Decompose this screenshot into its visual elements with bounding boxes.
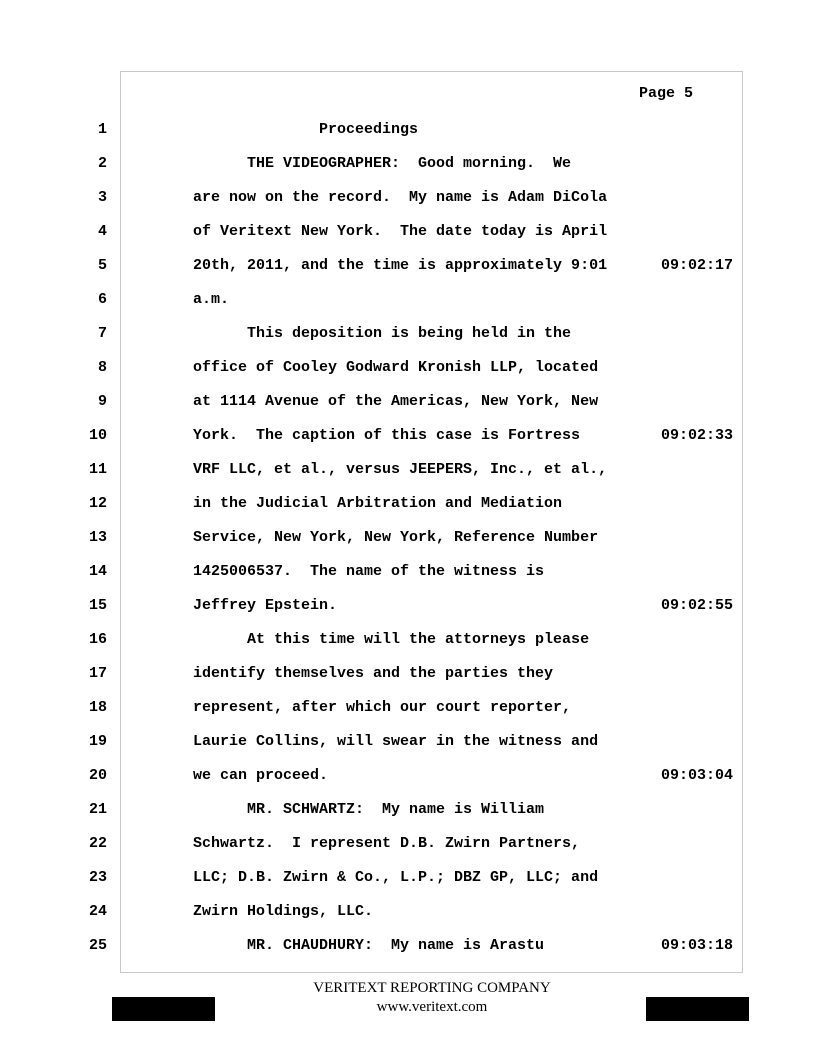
transcript-line <box>0 562 816 582</box>
line-text: THE VIDEOGRAPHER: Good morning. We <box>193 155 572 172</box>
line-text: in the Judicial Arbitration and Mediation <box>193 495 563 512</box>
transcript-line <box>0 902 816 922</box>
transcript-line <box>0 868 816 888</box>
line-number: 4 <box>97 223 107 240</box>
line-number: 23 <box>88 869 107 886</box>
transcript-line <box>0 800 816 820</box>
line-text: Zwirn Holdings, LLC. <box>193 903 374 920</box>
line-text: VRF LLC, et al., versus JEEPERS, Inc., et al., <box>193 461 608 478</box>
line-number: 24 <box>88 903 107 920</box>
line-text: MR. CHAUDHURY: My name is Arastu <box>193 937 545 954</box>
line-number: 6 <box>97 291 107 308</box>
line-text: at 1114 Avenue of the Americas, New York, New <box>193 393 599 410</box>
line-number: 13 <box>88 529 107 546</box>
transcript-line <box>0 664 816 684</box>
line-text: represent, after which our court reporter, <box>193 699 572 716</box>
line-number: 7 <box>97 325 107 342</box>
transcript-line <box>0 426 816 446</box>
transcript-line <box>0 324 816 344</box>
line-number: 8 <box>97 359 107 376</box>
timestamp: 09:02:33 <box>661 427 734 444</box>
timestamp: 09:02:55 <box>661 597 734 614</box>
line-number: 14 <box>88 563 107 580</box>
line-text: a.m. <box>193 291 230 308</box>
redaction-box-left <box>112 997 215 1021</box>
line-number: 19 <box>88 733 107 750</box>
line-number: 22 <box>88 835 107 852</box>
line-number: 5 <box>97 257 107 274</box>
line-text: MR. SCHWARTZ: My name is William <box>193 801 545 818</box>
line-number: 2 <box>97 155 107 172</box>
line-text: Jeffrey Epstein. <box>193 597 338 614</box>
line-text: of Veritext New York. The date today is April <box>193 223 608 240</box>
transcript-line <box>0 392 816 412</box>
timestamp: 09:02:17 <box>661 257 734 274</box>
line-number: 10 <box>88 427 107 444</box>
line-text: we can proceed. <box>193 767 329 784</box>
line-text: LLC; D.B. Zwirn & Co., L.P.; DBZ GP, LLC; and <box>193 869 599 886</box>
transcript-line <box>0 290 816 310</box>
transcript-line <box>0 596 816 616</box>
transcript-line <box>0 630 816 650</box>
redaction-box-right <box>646 997 749 1021</box>
transcript-line <box>0 732 816 752</box>
timestamp: 09:03:18 <box>661 937 734 954</box>
line-number: 17 <box>88 665 107 682</box>
transcript-line <box>0 188 816 208</box>
footer-url: www.veritext.com <box>376 999 488 1015</box>
transcript-line <box>0 494 816 514</box>
line-text: identify themselves and the parties they <box>193 665 554 682</box>
line-number: 12 <box>88 495 107 512</box>
line-text: This deposition is being held in the <box>193 325 572 342</box>
line-text: Service, New York, New York, Reference Number <box>193 529 599 546</box>
transcript-line <box>0 460 816 480</box>
line-number: 9 <box>97 393 107 410</box>
line-number: 20 <box>88 767 107 784</box>
transcript-line <box>0 154 816 174</box>
transcript-line <box>0 358 816 378</box>
line-text: York. The caption of this case is Fortress <box>193 427 581 444</box>
line-text: 1425006537. The name of the witness is <box>193 563 545 580</box>
footer-company: VERITEXT REPORTING COMPANY <box>313 980 551 996</box>
line-number: 16 <box>88 631 107 648</box>
line-text: Laurie Collins, will swear in the witness and <box>193 733 599 750</box>
transcript-line <box>0 222 816 242</box>
line-number: 18 <box>88 699 107 716</box>
line-text: At this time will the attorneys please <box>193 631 590 648</box>
transcript-line <box>0 766 816 786</box>
line-text: office of Cooley Godward Kronish LLP, located <box>193 359 599 376</box>
line-text: are now on the record. My name is Adam DiCola <box>193 189 608 206</box>
line-text: Schwartz. I represent D.B. Zwirn Partners, <box>193 835 581 852</box>
line-number: 25 <box>88 937 107 954</box>
transcript-line <box>0 698 816 718</box>
transcript-line <box>0 936 816 956</box>
transcript-line <box>0 256 816 276</box>
line-number: 21 <box>88 801 107 818</box>
line-number: 11 <box>88 461 107 478</box>
page-number: Page 5 <box>639 85 694 102</box>
line-text: 20th, 2011, and the time is approximately 9:01 <box>193 257 608 274</box>
line-number: 1 <box>97 121 107 138</box>
line-number: 3 <box>97 189 107 206</box>
transcript-line <box>0 120 816 140</box>
transcript-line <box>0 834 816 854</box>
timestamp: 09:03:04 <box>661 767 734 784</box>
transcript-line <box>0 528 816 548</box>
line-text: Proceedings <box>193 121 419 138</box>
line-number: 15 <box>88 597 107 614</box>
